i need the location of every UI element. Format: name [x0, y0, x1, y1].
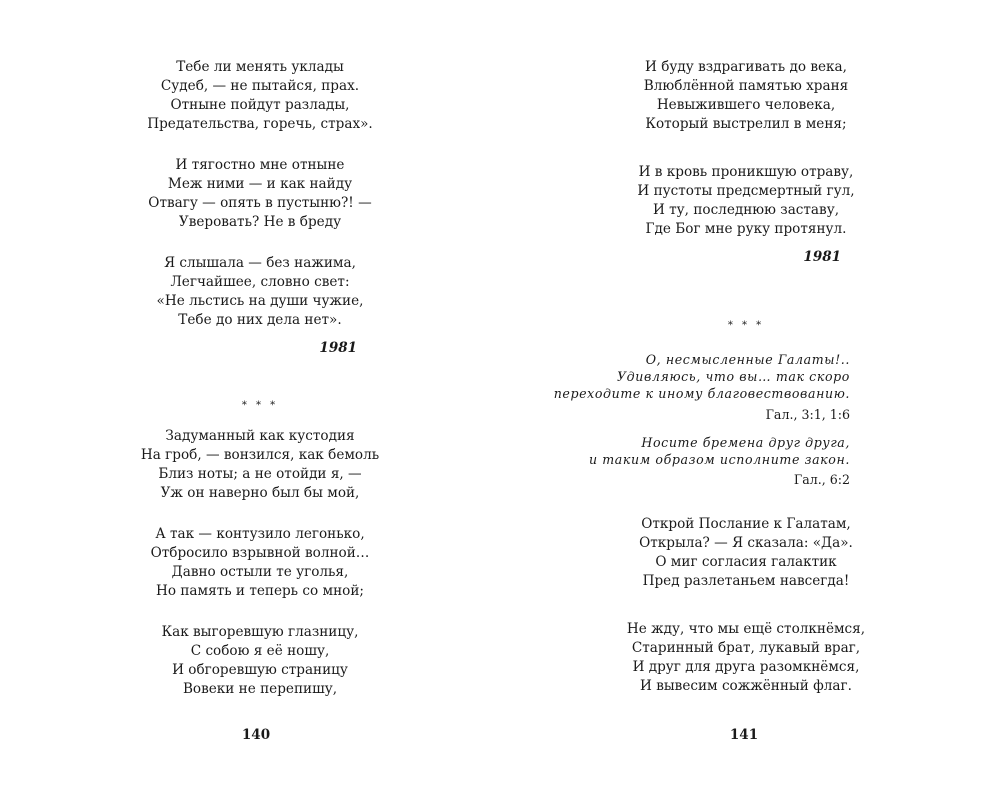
verse-line: А так — контузило легонько,: [155, 526, 365, 542]
verse-line: На гроб, — вонзился, как бемоль: [140, 447, 380, 463]
verse-line: Пред разлетаньем навсегда!: [642, 573, 850, 589]
epigraph-line: Носите бремена друг друга,: [641, 435, 850, 450]
verse-line: Меж ними — и как найду: [167, 176, 353, 192]
verse-line: Тебе до них дела нет».: [178, 312, 342, 328]
verse-line: Я слышала — без нажима,: [164, 255, 356, 271]
verse-line: Открыла? — Я сказала: «Да».: [639, 535, 853, 551]
verse-line: Уж он наверно был бы мой,: [160, 485, 360, 501]
verse-line: И вывесим сожжённый флаг.: [640, 678, 852, 694]
epigraph-line: переходите к иному благовествованию.: [553, 386, 850, 401]
verse-line: Давно остыли те уголья,: [171, 564, 349, 580]
verse-line: Судеб, — не пытайся, прах.: [160, 78, 360, 94]
epigraph-line: и таким образом исполните закон.: [588, 452, 850, 467]
verse-line: Влюблённой памятью храня: [643, 78, 849, 94]
verse-line: Но память и теперь со мной;: [156, 583, 364, 599]
verse-line: И тягостно мне отныне: [175, 157, 345, 173]
epigraph-reference: Гал., 6:2: [793, 472, 850, 487]
verse-line: Не жду, что мы ещё столкнёмся,: [626, 621, 866, 637]
verse-line: И обгоревшую страницу: [172, 662, 348, 678]
verse-line: Уверовать? Не в бреду: [178, 214, 342, 230]
page-number: 140: [241, 727, 271, 743]
section-separator: * * *: [241, 400, 279, 411]
right-page: [500, 0, 1000, 800]
verse-line: И друг для друга разомкнёмся,: [632, 659, 860, 675]
verse-line: И в кровь проникшую отраву,: [638, 164, 854, 180]
section-separator: * * *: [727, 320, 765, 331]
verse-line: «Не льстись на души чужие,: [156, 293, 364, 309]
verse-line: Где Бог мне руку протянул.: [645, 221, 847, 237]
epigraph-line: О, несмысленные Галаты!..: [645, 352, 850, 367]
verse-line: О миг согласия галактик: [655, 554, 837, 570]
verse-line: Который выстрелил в меня;: [645, 116, 847, 132]
verse-line: Близ ноты; а не отойди я, —: [158, 466, 362, 482]
verse-line: Открой Послание к Галатам,: [641, 516, 851, 532]
verse-line: Отныне пойдут разлады,: [170, 97, 350, 113]
verse-line: Невыжившего человека,: [656, 97, 836, 113]
verse-line: Задуманный как кустодия: [165, 428, 355, 444]
verse-line: Легчайшее, словно свет:: [170, 274, 350, 290]
verse-line: И буду вздрагивать до века,: [645, 59, 847, 75]
poem-date: 1981: [319, 340, 357, 356]
verse-line: Вовеки не перепишу,: [182, 681, 338, 697]
verse-line: Предательства, горечь, страх».: [147, 116, 373, 132]
verse-line: Отбросило взрывной волной…: [150, 545, 370, 561]
verse-line: Тебе ли менять уклады: [176, 59, 344, 75]
verse-line: И ту, последнюю заставу,: [652, 202, 840, 218]
verse-line: И пустоты предсмертный гул,: [637, 183, 855, 199]
verse-line: С собою я её ношу,: [190, 643, 330, 659]
epigraph-line: Удивляюсь, что вы… так скоро: [616, 369, 850, 384]
verse-line: Как выгоревшую глазницу,: [161, 624, 359, 640]
verse-line: Старинный брат, лукавый враг,: [631, 640, 861, 656]
page-number: 141: [729, 727, 759, 743]
epigraph-reference: Гал., 3:1, 1:6: [765, 407, 850, 422]
verse-line: Отвагу — опять в пустыню?! —: [148, 195, 372, 211]
poem-date: 1981: [803, 249, 841, 265]
